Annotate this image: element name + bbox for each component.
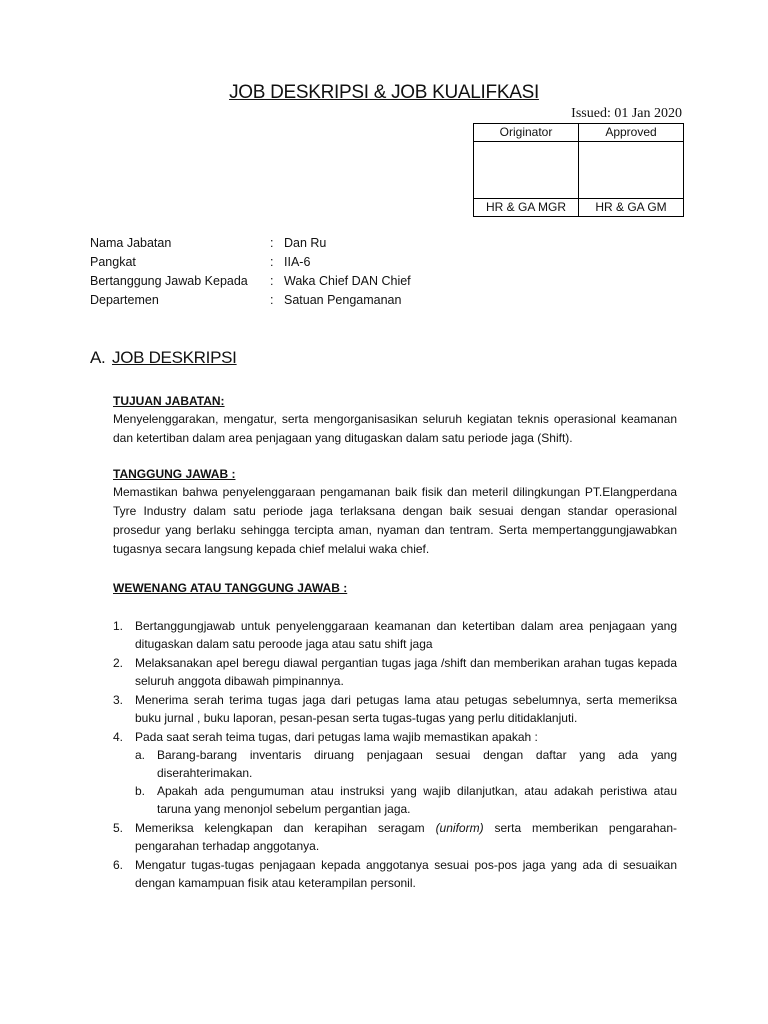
list-text: Melaksanakan apel beregu diawal pergantian tugas jaga /shift dan memberikan arahan tugas kepada seluruh anggota dibawah pimpinannya. (135, 656, 677, 688)
info-label: Pangkat (90, 255, 136, 269)
list-number: 1. (113, 619, 124, 633)
info-row (90, 253, 411, 272)
section-label: JOB DESKRIPSI (112, 348, 237, 367)
list-number: 4. (113, 730, 124, 744)
list-item (113, 728, 677, 746)
list-text (135, 819, 677, 855)
sub-list-letter: a. (135, 748, 146, 762)
list-text: Pada saat serah teima tugas, dari petugas lama wajib memastikan apakah : (135, 730, 538, 744)
originator-role: HR & GA MGR (474, 199, 579, 217)
info-sep: : (270, 255, 274, 269)
sub-list-item (135, 746, 677, 782)
list-number: 3. (113, 693, 124, 707)
approved-header: Approved (579, 124, 684, 142)
list-item (113, 691, 677, 727)
approved-signature-cell (579, 142, 684, 199)
list-text: Mengatur tugas-tugas penjagaan kepada anggotanya sesuai pos-pos jaga yang ada di sesuaikan dengan kamampuan fisik atau keterampilan personil. (135, 858, 677, 890)
sub-list-item (135, 782, 677, 818)
tujuan-block (113, 392, 677, 448)
list-item (113, 617, 677, 653)
section-heading (90, 348, 237, 368)
issued-date: Issued: 01 Jan 2020 (571, 106, 682, 121)
originator-signature-cell (474, 142, 579, 199)
info-value: Satuan Pengamanan (284, 293, 402, 307)
info-label: Departemen (90, 293, 159, 307)
document-title: JOB DESKRIPSI & JOB KUALIFKASI (229, 82, 539, 103)
tujuan-heading: TUJUAN JABATAN: (113, 394, 225, 408)
tanggung-jawab-heading: TANGGUNG JAWAB : (113, 467, 236, 481)
list-number: 2. (113, 656, 124, 670)
info-row (90, 234, 411, 253)
list-number: 6. (113, 858, 124, 872)
list-item (113, 819, 677, 855)
list-item (113, 856, 677, 892)
info-value: Dan Ru (284, 236, 327, 250)
tujuan-text: Menyelenggarakan, mengatur, serta mengorganisasikan seluruh kegiatan teknis operasional keamanan dan ketertiban dalam area penjagaan yang ditugaskan dalam satu periode jaga (Shift). (113, 412, 677, 445)
list-text-italic: (uniform) (435, 821, 484, 835)
list-text: Menerima serah terima tugas jaga dari petugas lama atau petugas sebelumnya, serta memeriksa buku jurnal , buku laporan, pesan-pesan serta tugas-tugas yang perlu ditidaklanjuti. (135, 693, 677, 725)
approval-table (473, 123, 684, 217)
wewenang-heading-block (113, 579, 677, 597)
job-info (90, 234, 411, 310)
info-sep: : (270, 236, 274, 250)
list-number: 5. (113, 821, 124, 835)
info-sep: : (270, 293, 274, 307)
info-sep: : (270, 274, 274, 288)
info-value: IIA-6 (284, 255, 311, 269)
section-number: A. (90, 348, 106, 367)
info-row (90, 291, 411, 310)
info-label: Nama Jabatan (90, 236, 172, 250)
list-text-part: serta memberikan pengarahan-pengarahan terhadap anggotanya. (135, 821, 677, 853)
list-text-part: Memeriksa kelengkapan dan kerapihan seragam (135, 821, 436, 835)
tanggung-jawab-block (113, 465, 677, 559)
sub-list-text: Apakah ada pengumuman atau instruksi yang wajib dilanjutkan, atau adakah peristiwa atau taruna yang menonjol sebelum pergantian jaga. (157, 784, 677, 816)
sub-list-letter: b. (135, 784, 146, 798)
originator-header: Originator (474, 124, 579, 142)
list-text: Bertanggungjawab untuk penyelenggaraan keamanan dan ketertiban dalam area penjagaan yang ditugaskan dalam satu peroode jaga atau satu shift jaga (135, 619, 677, 651)
sub-list-text: Barang-barang inventaris diruang penjagaan sesuai dengan daftar yang ada yang diserahterimakan. (157, 748, 677, 780)
info-label: Bertanggung Jawab Kepada (90, 274, 248, 288)
tanggung-jawab-text: Memastikan bahwa penyelenggaraan pengamanan baik fisik dan meteril dilingkungan PT.Elangperdana Tyre Industry dalam satu periode jaga terlaksana dengan baik sesuai dengan standar operasional prosedur yang berlaku sehingga tercipta aman, nyaman dan tentram. Serta mempertanggungjawabkan tugasnya secara langsung kepada chief melalui waka chief. (113, 485, 677, 556)
info-row (90, 272, 411, 291)
wewenang-list (113, 617, 677, 893)
approved-role: HR & GA GM (579, 199, 684, 217)
list-item (113, 654, 677, 690)
info-value: Waka Chief DAN Chief (284, 274, 411, 288)
wewenang-heading: WEWENANG ATAU TANGGUNG JAWAB : (113, 581, 348, 595)
